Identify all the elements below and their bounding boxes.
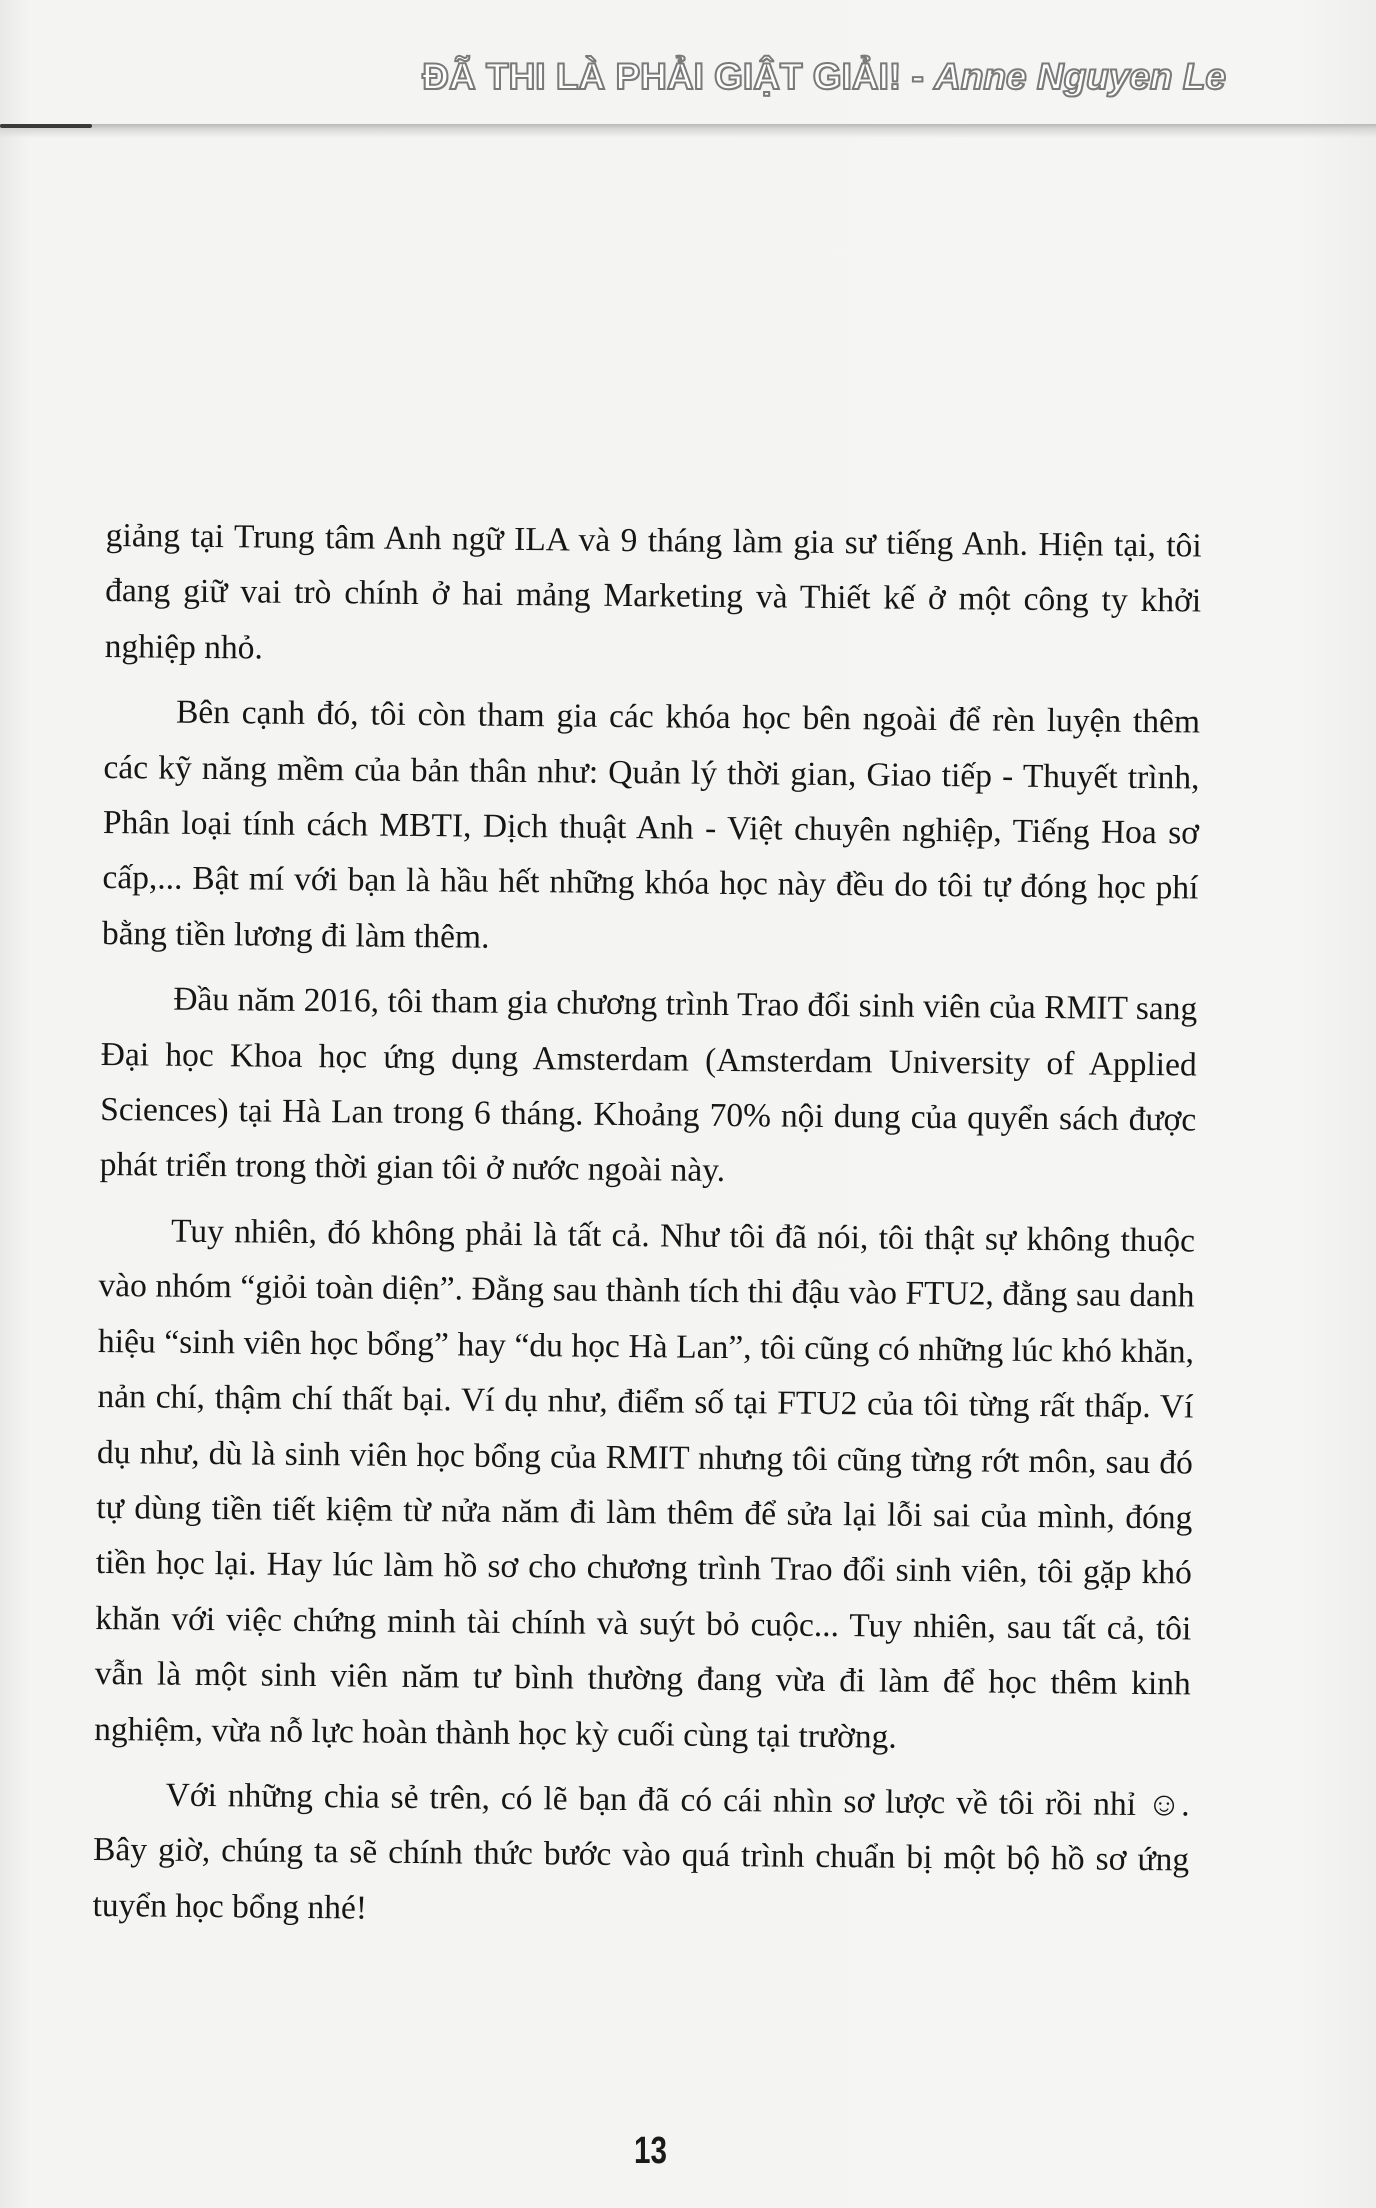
running-header (422, 56, 1226, 98)
paragraph-3: Đầu năm 2016, tôi tham gia chương trình Trao đổi sinh viên của RMIT sang Đại học Khoa học ứng dụng Amsterdam (Amsterdam University of Applied Sciences) tại Hà Lan trong 6 tháng. Khoảng 70% nội dung của quyển sách được phát triển trong thời gian tôi ở nước ngoài này. (99, 980, 1198, 1190)
header-rule (0, 124, 1376, 138)
paragraph-2: Bên cạnh đó, tôi còn tham gia các khóa học bên ngoài để rèn luyện thêm các kỹ năng mềm của bản thân như: Quản lý thời gian, Giao tiếp - Thuyết trình, Phân loại tính cách MBTI, Dịch thuật Anh - Việt chuyên nghiệp, Tiếng Hoa sơ cấp,... Bật mí với bạn là hầu hết những khóa học này đều do tôi tự đóng học phí bằng tiền lương đi làm thêm. (101, 693, 1201, 956)
body-text (92, 508, 1202, 1954)
running-header-title: ĐÃ THI LÀ PHẢI GIẬT GIẢI! (422, 56, 902, 97)
paragraph-4: Tuy nhiên, đó không phải là tất cả. Như tôi đã nói, tôi thật sự không thuộc vào nhóm “giỏi toàn diện”. Đằng sau thành tích thi đậu vào FTU2, đằng sau danh hiệu “sinh viên học bổng” hay “du học Hà Lan”, tôi cũng có những lúc khó khăn, nản chí, thậm chí thất bại. Ví dụ như, điểm số tại FTU2 của tôi từng rất thấp. Ví dụ như, dù là sinh viên học bổng của RMIT nhưng tôi cũng từng rớt môn, sau đó tự dùng tiền tiết kiệm từ nửa năm đi làm thêm để sửa lại lỗi sai của mình, đóng tiền học lại. Hay lúc làm hồ sơ cho chương trình Trao đổi sinh viên, tôi gặp khó khăn với việc chứng minh tài chính và suýt bỏ cuộc... Tuy nhiên, sau tất cả, tôi vẫn là một sinh viên năm tư bình thường đang vừa đi làm để học thêm kinh nghiệm, vừa nỗ lực hoàn thành học kỳ cuối cùng tại trường. (94, 1212, 1196, 1756)
paragraph-5: Với những chia sẻ trên, có lẽ bạn đã có cái nhìn sơ lược về tôi rồi nhỉ ☺. Bây giờ, chúng ta sẽ chính thức bước vào quá trình chuẩn bị một bộ hồ sơ ứng tuyển học bổng nhé! (92, 1776, 1190, 1927)
paragraph-1: giảng tại Trung tâm Anh ngữ ILA và 9 tháng làm gia sư tiếng Anh. Hiện tại, tôi đang giữ vai trò chính ở hai mảng Marketing và Thiết kế ở một công ty khởi nghiệp nhỏ. (104, 516, 1202, 667)
running-header-author: Anne Nguyen Le (934, 56, 1226, 97)
header-rule-edge (0, 124, 92, 128)
page-number: 13 (634, 2130, 667, 2172)
running-header-separator: - (901, 56, 935, 97)
